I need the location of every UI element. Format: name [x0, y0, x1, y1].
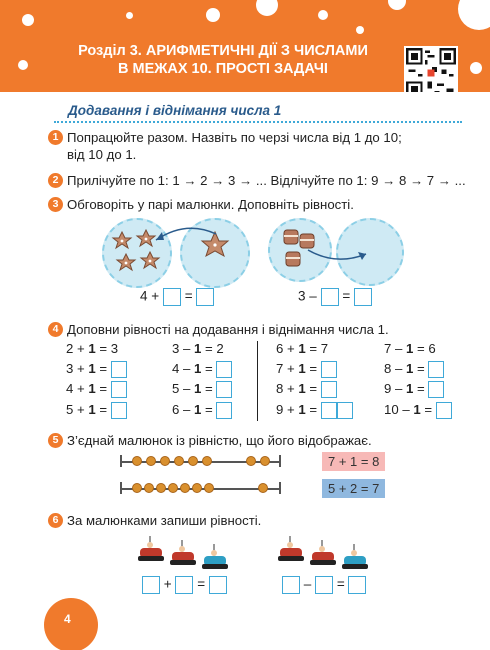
bead [144, 483, 154, 493]
eq-one: 1 [194, 381, 202, 396]
eq-one: 1 [88, 381, 96, 396]
eq-left: 5 + [66, 402, 85, 417]
bead [132, 483, 142, 493]
grid-cell [172, 341, 224, 356]
task-number-3: 3 [48, 197, 63, 212]
answer-box[interactable] [216, 381, 232, 398]
decor-dot [256, 0, 278, 16]
eq-left: 2 + [66, 341, 85, 356]
eq-one: 1 [406, 361, 414, 376]
task-6-text: За малюнками запиши рівності. [67, 513, 262, 528]
answer-box[interactable] [321, 361, 337, 378]
eq-left: 8 – [384, 361, 403, 376]
grid-cell [66, 402, 127, 419]
answer-box[interactable] [142, 576, 160, 594]
eq-one: 1 [298, 402, 306, 417]
chapter-title-line1: Розділ 3. АРИФМЕТИЧНІ ДІЇ З ЧИСЛАМИ [78, 43, 368, 59]
grid-cell [172, 402, 232, 419]
bead [204, 483, 214, 493]
grid-cell [172, 361, 232, 378]
answer-box[interactable] [111, 361, 127, 378]
eq-left: 3 – [172, 341, 191, 356]
grid-cell [276, 381, 337, 398]
decor-dot [18, 60, 28, 70]
eq-operator: – [309, 288, 317, 304]
grid-cell [276, 341, 328, 356]
grid-cell [66, 361, 127, 378]
answer-box[interactable] [321, 381, 337, 398]
chapter-title-line2: В МЕЖАХ 10. ПРОСТІ ЗАДАЧІ [118, 61, 328, 77]
grid-cell [276, 402, 353, 419]
task-number-6: 6 [48, 513, 63, 528]
eq-right: = [424, 402, 433, 417]
answer-box[interactable] [111, 402, 127, 419]
page-number: 4 [64, 612, 71, 626]
decor-dot [22, 14, 34, 26]
eq-right: = 3 [99, 341, 119, 356]
section-title: Додавання і віднімання числа 1 [68, 103, 282, 118]
eq-left: 6 – [172, 402, 191, 417]
chapter-title [58, 42, 388, 78]
eq-right: = [205, 361, 213, 376]
decor-dot [388, 0, 406, 10]
grid-cell [172, 381, 232, 398]
eq-left: 10 – [384, 402, 410, 417]
task-number-4: 4 [48, 322, 63, 337]
answer-box[interactable] [175, 576, 193, 594]
answer-box[interactable] [436, 402, 452, 419]
answer-box[interactable] [282, 576, 300, 594]
bead [192, 483, 202, 493]
answer-box[interactable] [163, 288, 181, 306]
eq-right: = 2 [205, 341, 224, 356]
bumper-cars-illustration-left [136, 532, 246, 572]
bead [146, 456, 156, 466]
grid-divider [257, 341, 258, 421]
eq-one: 1 [194, 402, 202, 417]
arrow-icon [146, 222, 226, 252]
equation-card-pink[interactable]: 7 + 1 = 8 [322, 452, 385, 471]
eq-right: = [309, 361, 318, 376]
answer-box[interactable] [209, 576, 227, 594]
task-number-1: 1 [48, 130, 63, 145]
task-6-equation-right [282, 576, 366, 594]
task-1-text [67, 129, 402, 163]
grid-cell [384, 381, 444, 398]
eq-right: = [417, 381, 425, 396]
task-4-text: Доповни рівності на додавання і віднімання числа 1. [67, 322, 389, 337]
answer-box[interactable] [354, 288, 372, 306]
task-number-5: 5 [48, 433, 63, 448]
eq-right: = [417, 361, 425, 376]
task-1-line1: Попрацюйте разом. Назвіть по черзі числа від 1 до 10; [67, 130, 402, 145]
grid-cell [276, 361, 337, 378]
grid-cell [384, 341, 436, 356]
bead [188, 456, 198, 466]
grid-cell [384, 402, 452, 419]
answer-box[interactable] [111, 381, 127, 398]
eq-equals: = [342, 288, 351, 304]
bead [180, 483, 190, 493]
decor-dot [206, 8, 220, 22]
equation-card-blue[interactable]: 5 + 2 = 7 [322, 479, 385, 498]
eq-one: 1 [406, 341, 414, 356]
bead [156, 483, 166, 493]
task-2-text: Прилічуйте по 1: 1 → 2 → 3 → ... Відлічуйте по 1: 9 → 8 → 7 → ... [67, 173, 466, 188]
eq-right: = [99, 361, 108, 376]
task-6-equation-left [142, 576, 227, 594]
eq-one: 1 [88, 361, 96, 376]
eq-left: 7 – [384, 341, 403, 356]
eq-right: = 7 [309, 341, 329, 356]
answer-box[interactable] [428, 381, 444, 398]
grid-cell [66, 381, 127, 398]
eq-right: = [99, 381, 108, 396]
eq-right: = [205, 381, 213, 396]
eq-left: 9 – [384, 381, 403, 396]
eq-equals: = [336, 576, 345, 592]
answer-box[interactable] [196, 288, 214, 306]
answer-box[interactable] [315, 576, 333, 594]
eq-operator: + [163, 576, 172, 592]
eq-one: 1 [88, 402, 96, 417]
eq-one: 1 [298, 381, 306, 396]
answer-box[interactable] [337, 402, 353, 419]
bead [246, 456, 256, 466]
eq-left: 4 – [172, 361, 191, 376]
eq-number: 3 [298, 288, 306, 304]
eq-one: 1 [88, 341, 96, 356]
eq-right: = 6 [417, 341, 436, 356]
arrow-icon [300, 244, 380, 274]
eq-equals: = [197, 576, 206, 592]
bead [168, 483, 178, 493]
eq-one: 1 [298, 361, 306, 376]
grid-cell [384, 361, 444, 378]
eq-number: 4 [140, 288, 148, 304]
task-3-text: Обговоріть у парі малюнки. Доповніть рівності. [67, 197, 354, 212]
task-1-line2: від 10 до 1. [67, 147, 137, 162]
eq-left: 7 + [276, 361, 295, 376]
task-3-equation-left [140, 288, 214, 306]
eq-one: 1 [413, 402, 421, 417]
decor-dot [470, 62, 482, 74]
task-number-2: 2 [48, 173, 63, 188]
answer-box[interactable] [428, 361, 444, 378]
eq-right: = [309, 402, 318, 417]
bead-line-1-end [279, 455, 281, 467]
bead [174, 456, 184, 466]
eq-right: = [205, 402, 213, 417]
grid-cell [66, 341, 118, 356]
task-5-text: З’єднай малюнок із рівністю, що його відображає. [67, 433, 372, 448]
decor-dot [318, 10, 328, 20]
eq-left: 9 + [276, 402, 295, 417]
eq-right: = [309, 381, 318, 396]
task-3-equation-right [298, 288, 372, 306]
answer-box[interactable] [321, 402, 337, 419]
answer-box[interactable] [216, 402, 232, 419]
eq-one: 1 [298, 341, 306, 356]
bead [258, 483, 268, 493]
eq-operator: + [151, 288, 160, 304]
eq-right: = [99, 402, 108, 417]
bumper-cars-illustration-right [276, 532, 386, 572]
eq-one: 1 [406, 381, 414, 396]
answer-box[interactable] [321, 288, 339, 306]
page-number-badge [44, 598, 98, 650]
decor-dot [356, 26, 364, 34]
eq-left: 6 + [276, 341, 295, 356]
answer-box[interactable] [216, 361, 232, 378]
eq-equals: = [184, 288, 193, 304]
eq-operator: – [303, 576, 312, 592]
bead [160, 456, 170, 466]
eq-one: 1 [194, 341, 202, 356]
eq-left: 3 + [66, 361, 85, 376]
bead [202, 456, 212, 466]
decor-dot [458, 0, 490, 30]
eq-one: 1 [194, 361, 202, 376]
bead [132, 456, 142, 466]
bead [260, 456, 270, 466]
eq-left: 8 + [276, 381, 295, 396]
eq-left: 4 + [66, 381, 85, 396]
bead-line-2-end [279, 482, 281, 494]
divider [54, 121, 462, 123]
decor-dot [126, 12, 133, 19]
bead-line-1 [120, 461, 280, 463]
qr-code-icon[interactable] [404, 46, 458, 92]
answer-box[interactable] [348, 576, 366, 594]
header-banner [0, 0, 490, 92]
eq-left: 5 – [172, 381, 191, 396]
